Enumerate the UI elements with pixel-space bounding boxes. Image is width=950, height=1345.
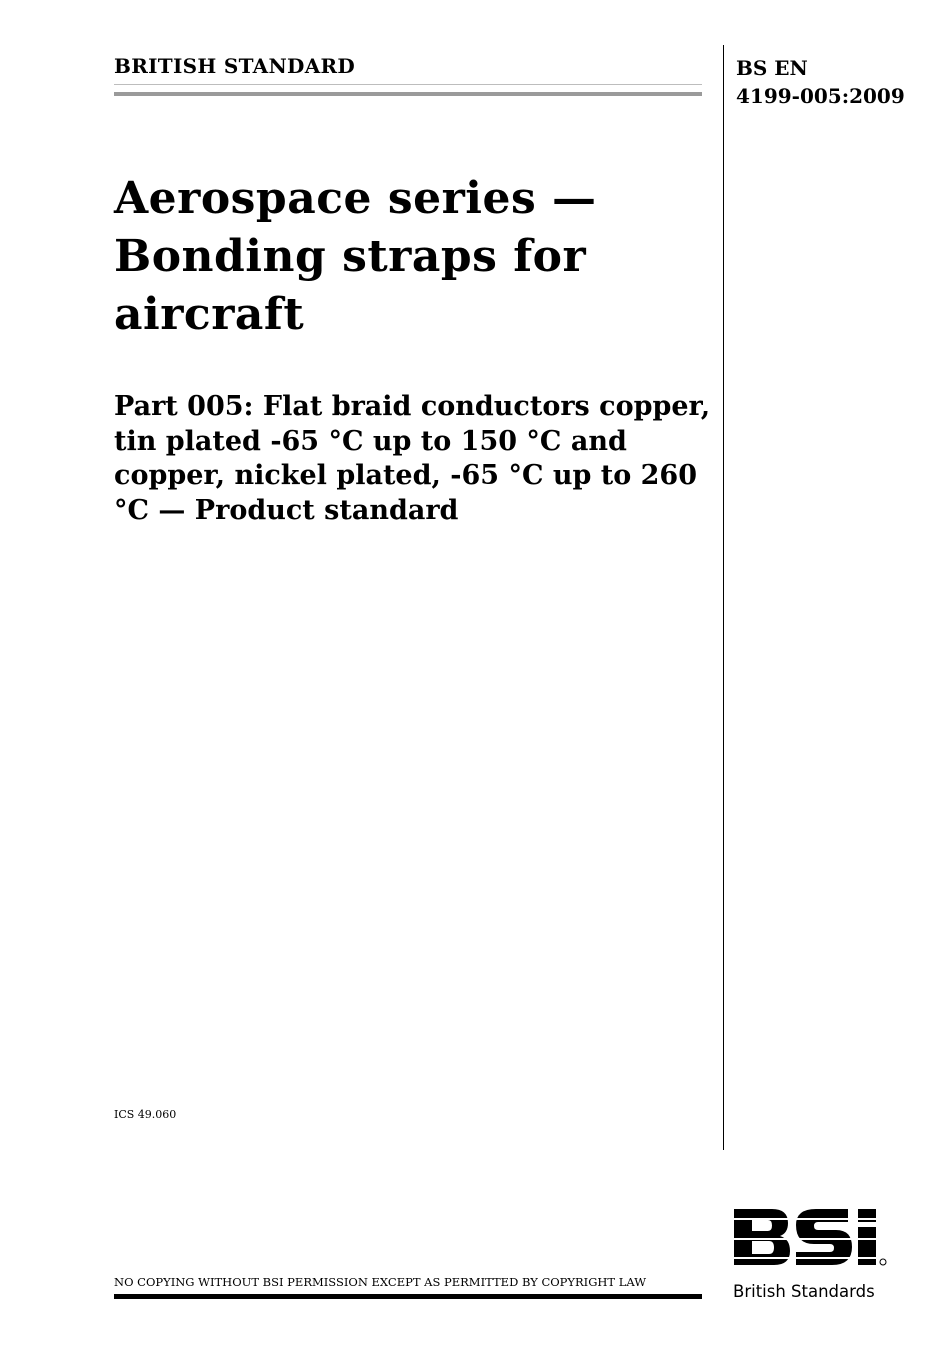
document-number [736, 54, 905, 110]
bsi-tagline: British Standards [733, 1282, 875, 1301]
part-line: °C — Product standard [114, 494, 459, 526]
document-number-line: 4199-005:2009 [736, 84, 905, 108]
title-line: Aerospace series — [114, 173, 597, 224]
header-divider-thin [114, 84, 702, 85]
document-number-line: BS EN [736, 56, 808, 80]
header-divider-thick [114, 92, 702, 96]
document-title [114, 170, 704, 344]
copyright-notice: NO COPYING WITHOUT BSI PERMISSION EXCEPT AS PERMITTED BY COPYRIGHT LAW [114, 1275, 647, 1289]
part-subtitle [114, 390, 714, 528]
standard-type-label: BRITISH STANDARD [114, 54, 356, 78]
title-line: aircraft [114, 289, 305, 340]
column-divider [723, 45, 724, 1150]
part-line: Part 005: Flat braid conductors copper, [114, 391, 711, 422]
part-line: copper, nickel plated, -65 °C up to 260 [114, 460, 697, 491]
title-line: Bonding straps for [114, 231, 587, 282]
part-line: tin plated -65 °C up to 150 °C and [114, 425, 627, 457]
ics-code: ICS 49.060 [114, 1108, 177, 1121]
footer-divider [114, 1294, 702, 1299]
